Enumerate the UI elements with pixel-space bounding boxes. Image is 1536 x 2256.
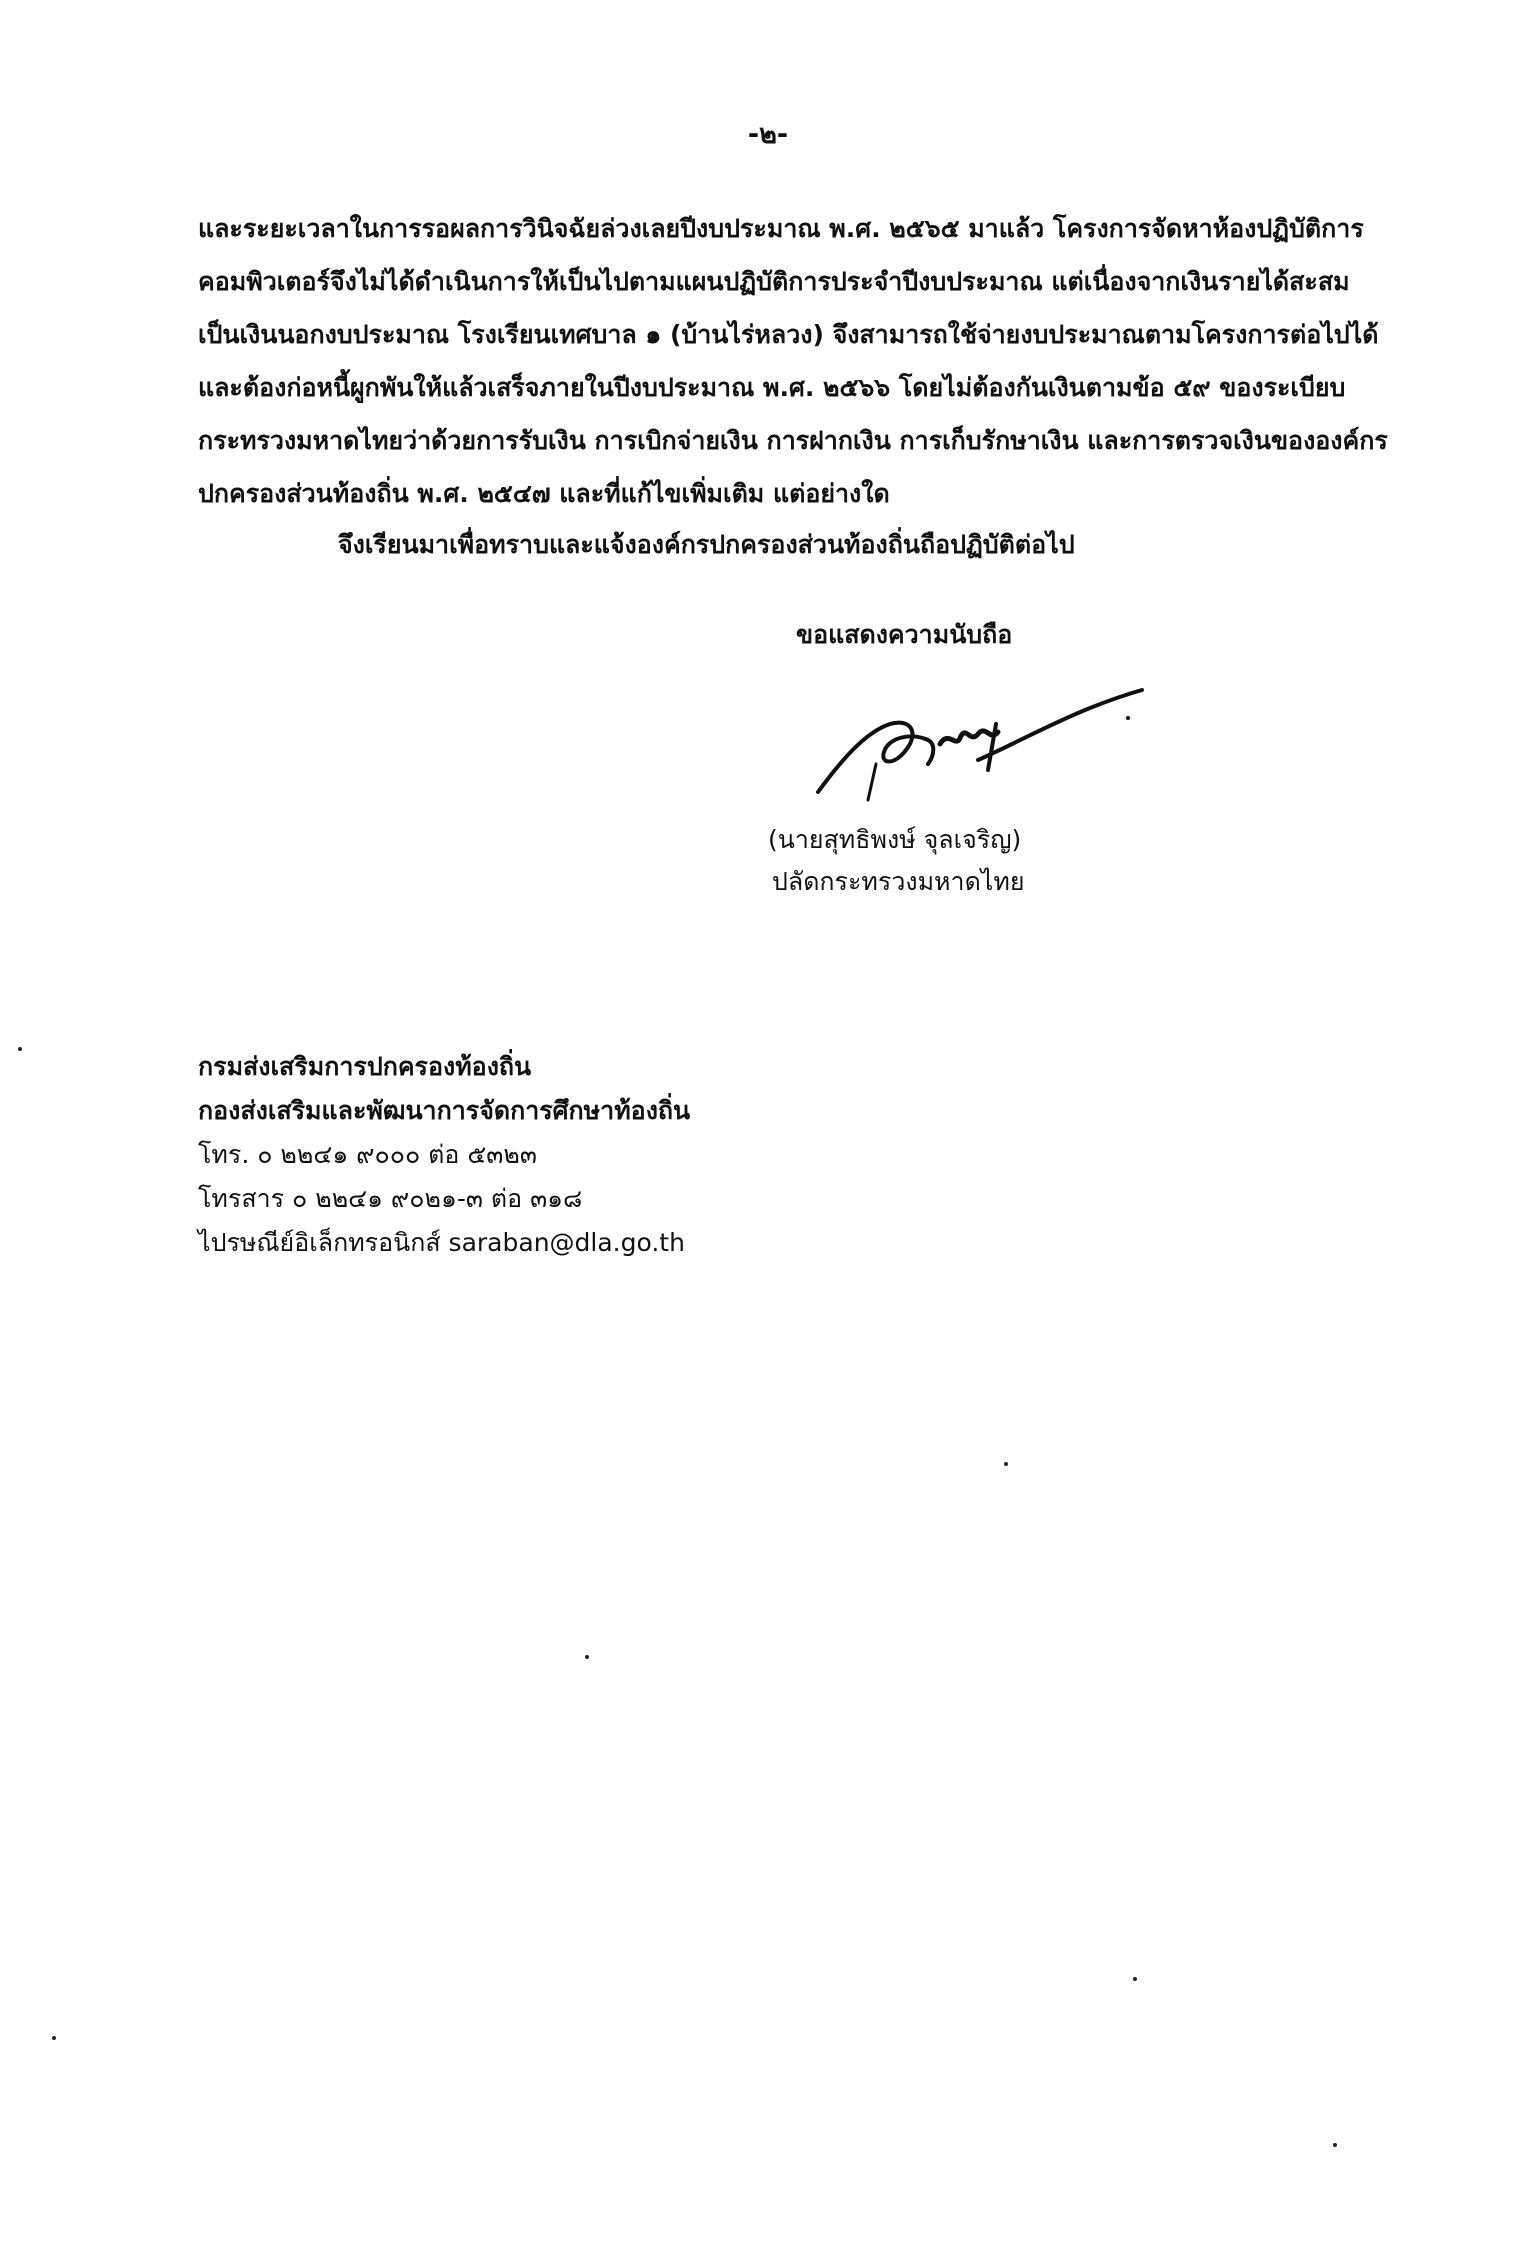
body-line: คอมพิวเตอร์จึงไม่ได้ดำเนินการให้เป็นไปตามแผนปฏิบัติการประจำปีงบประมาณ แต่เนื่องจากเงินรายได้สะสม [198, 267, 1350, 296]
page-number: -๒- [747, 119, 789, 150]
scan-speck [1333, 2143, 1337, 2147]
contact-block [198, 1045, 690, 1265]
body-line: กระทรวงมหาดไทยว่าด้วยการรับเงิน การเบิกจ่ายเงิน การฝากเงิน การเก็บรักษาเงิน และการตรวจเงินขององค์กร [198, 426, 1388, 455]
contact-phone: โทร. ๐ ๒๒๔๑ ๙๐๐๐ ต่อ ๕๓๒๓ [198, 1140, 537, 1169]
handwritten-signature [810, 672, 1150, 822]
body-line: ปกครองส่วนท้องถิ่น พ.ศ. ๒๕๔๗ และที่แก้ไขเพิ่มเติม แต่อย่างใด [198, 479, 890, 508]
salutation: ขอแสดงความนับถือ [796, 620, 1013, 649]
scan-speck [585, 1655, 589, 1659]
scan-speck [1133, 1977, 1137, 1981]
closing-line: จึงเรียนมาเพื่อทราบและแจ้งองค์กรปกครองส่วนท้องถิ่นถือปฏิบัติต่อไป [338, 530, 1075, 559]
contact-fax: โทรสาร ๐ ๒๒๔๑ ๙๐๒๑-๓ ต่อ ๓๑๘ [198, 1184, 583, 1213]
contact-department: กรมส่งเสริมการปกครองท้องถิ่น [198, 1052, 532, 1081]
body-line: และระยะเวลาในการรอผลการวินิจฉัยล่วงเลยปีงบประมาณ พ.ศ. ๒๕๖๕ มาแล้ว โครงการจัดหาห้องปฏิบัติการ [198, 214, 1364, 243]
body-line: และต้องก่อหนี้ผูกพันให้แล้วเสร็จภายในปีงบประมาณ พ.ศ. ๒๕๖๖ โดยไม่ต้องกันเงินตามข้อ ๕๙ ของระเบียบ [198, 373, 1346, 402]
contact-division: กองส่งเสริมและพัฒนาการจัดการศึกษาท้องถิ่น [198, 1096, 691, 1125]
scan-speck [18, 1047, 22, 1051]
signer-title: ปลัดกระทรวงมหาดไทย [772, 867, 1025, 896]
body-paragraph [198, 202, 1408, 520]
scan-speck [1004, 1462, 1008, 1466]
signer-name: (นายสุทธิพงษ์ จุลเจริญ) [768, 825, 1022, 854]
contact-email: ไปรษณีย์อิเล็กทรอนิกส์ saraban@dla.go.th [198, 1228, 685, 1257]
body-line: เป็นเงินนอกงบประมาณ โรงเรียนเทศบาล ๑ (บ้านไร่หลวง) จึงสามารถใช้จ่ายงบประมาณตามโครงการต่อไปได้ [198, 320, 1379, 349]
scan-speck [52, 2036, 56, 2040]
